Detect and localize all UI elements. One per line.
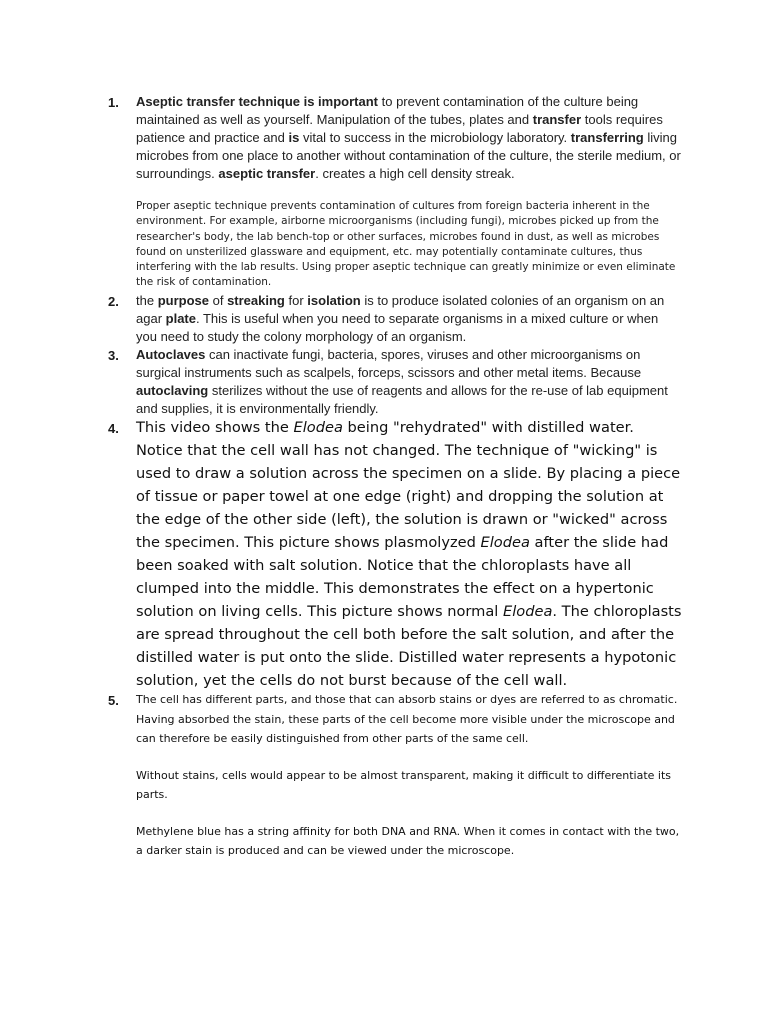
- list-number-5: 5.: [108, 693, 119, 708]
- item-5-paragraph-1: The cell has different parts, and those that can absorb stains or dyes are referred to as chromatic. Having absorbed the stain, these parts of the cell become more visible under the microscope and can therefore be easily distinguished from other parts of the same cell.: [136, 693, 678, 745]
- list-number-3: 3.: [108, 348, 119, 363]
- item-1-paragraph-1: Aseptic transfer technique is important to prevent contamination of the culture being maintained as well as yourself. Manipulation of the tubes, plates and transfer tools requires patience and practice and is vital to success in the microbiology laboratory. transferring living microbes from one place to another without contamination of the culture, the sterile medium, or surroundings. aseptic transfer. creates a high cell density streak.: [136, 94, 681, 181]
- item-2-paragraph: the purpose of streaking for isolation is to produce isolated colonies of an organism on an agar plate. This is useful when you need to separate organisms in a mixed culture or when you need to study the colony morphology of an organism.: [136, 293, 665, 344]
- emph: Aseptic transfer technique is important: [136, 94, 378, 109]
- item-5-paragraph-2: Without stains, cells would appear to be almost transparent, making it difficult to differentiate its parts.: [136, 768, 672, 801]
- item-4-paragraph: This video shows the Elodea being "rehydrated" with distilled water. Notice that the cell wall has not changed. The technique of "wicking" is used to draw a solution across the specimen on a slide. By placing a piece of tissue or paper towel at one edge (right) and dropping the solution at the edge of the other side (left), the solution is drawn or "wicked" across the specimen. This picture shows plasmolyzed Elodea after the slide had been soaked with salt solution. Notice that the chloroplasts have all clumped into the middle. This demonstrates the effect on a hypertonic solution on living cells. This picture shows normal Elodea. The chloroplasts are spread throughout the cell both before the salt solution, and after the distilled water is put onto the slide. Distilled water represents a hypotonic solution, yet the cells do not burst because of the cell wall.: [136, 419, 682, 689]
- item-1-paragraph-2: Proper aseptic technique prevents contamination of cultures from foreign bacteria inherent in the environment. For example, airborne microorganisms (including fungi), microbes picked up from the researcher's body, the lab bench-top or other surfaces, microbes found in dust, as well as microbes found on unsterilized glassware and equipment, etc. may potentially contaminate cultures, thus interfering with the lab results. Using proper aseptic technique can greatly minimize or even eliminate the risk of contamination.: [136, 200, 676, 289]
- item-5-paragraph-3: Methylene blue has a string affinity for both DNA and RNA. When it comes in contact with the two, a darker stain is produced and can be viewed under the microscope.: [136, 824, 680, 857]
- list-number-4: 4.: [108, 421, 119, 436]
- list-number-2: 2.: [108, 294, 119, 309]
- item-5-paragraphs: [136, 690, 682, 861]
- item-3-paragraph: Autoclaves can inactivate fungi, bacteria, spores, viruses and other microorganisms on surgical instruments such as scalpels, forceps, scissors and other metal items. Because autoclaving sterilizes without the use of reagents and allows for the re-use of lab equipment and supplies, it is environmentally friendly.: [136, 347, 668, 416]
- list-number-1: 1.: [108, 95, 119, 110]
